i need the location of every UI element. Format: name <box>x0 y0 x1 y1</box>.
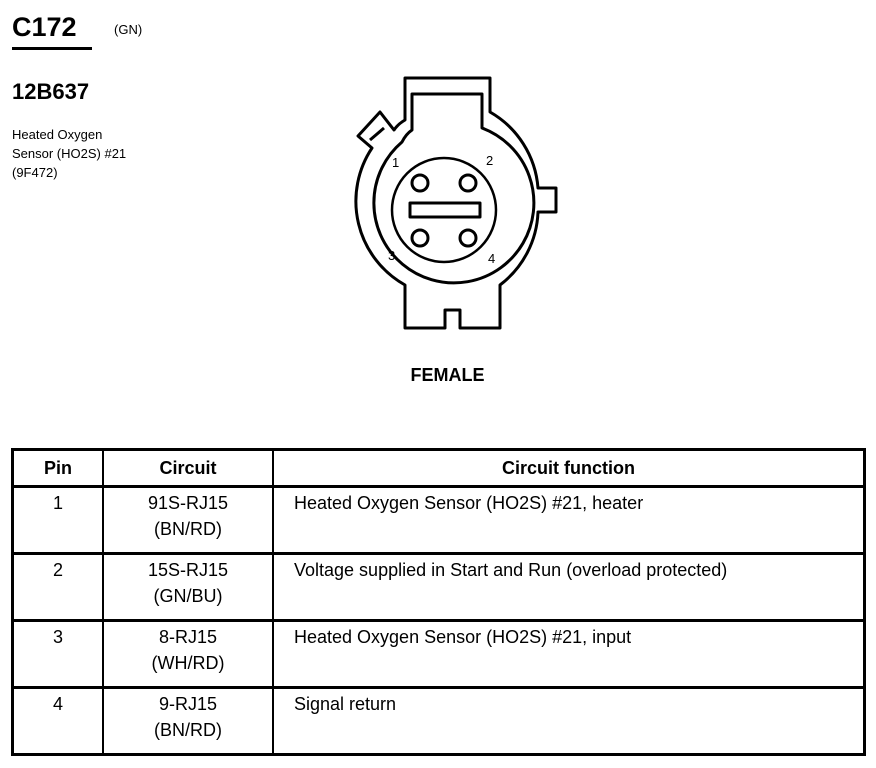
column-header-circuit: Circuit <box>103 450 273 487</box>
connector-face-diagram <box>340 70 570 340</box>
connector-id-underline <box>12 47 92 50</box>
circuit-cell <box>103 554 273 621</box>
connector-color-code: (GN) <box>114 22 143 37</box>
table-row <box>13 688 865 755</box>
pin-cavity-1 <box>412 175 428 191</box>
circuit-id: 9-RJ15 <box>158 694 218 714</box>
circuit-id: 8-RJ15 <box>158 627 218 647</box>
pin-cavity-3 <box>412 230 428 246</box>
wire-color: (WH/RD) <box>151 653 225 673</box>
circuit-id: 15S-RJ15 <box>147 560 229 580</box>
table-row <box>13 621 865 688</box>
circuit-function: Heated Oxygen Sensor (HO2S) #21, heater <box>273 487 865 554</box>
circuit-cell <box>103 621 273 688</box>
circuit-cell <box>103 487 273 554</box>
circuit-id: 91S-RJ15 <box>147 493 229 513</box>
view-label: FEMALE <box>410 365 485 385</box>
column-header-function: Circuit function <box>273 450 865 487</box>
connector-id: C172 <box>12 12 77 42</box>
pin-number: 4 <box>13 688 104 755</box>
circuit-function: Heated Oxygen Sensor (HO2S) #21, input <box>273 621 865 688</box>
pin-number: 2 <box>13 554 104 621</box>
circuit-cell <box>103 688 273 755</box>
table-row <box>13 554 865 621</box>
wire-color: (GN/BU) <box>153 586 223 606</box>
circuit-function: Signal return <box>273 688 865 755</box>
part-number: 12B637 <box>12 79 90 104</box>
pin-cavity-2 <box>460 175 476 191</box>
keyway-slot <box>410 203 480 217</box>
table-row <box>13 487 865 554</box>
pin-cavity-4 <box>460 230 476 246</box>
pin-number: 3 <box>13 621 104 688</box>
description-line: Sensor (HO2S) #21 <box>12 146 127 161</box>
component-description <box>12 125 212 182</box>
pinout-table <box>11 448 866 756</box>
pin-label-1: 1 <box>392 155 400 170</box>
description-line: (9F472) <box>12 165 58 180</box>
table-header-row <box>13 450 865 487</box>
description-line: Heated Oxygen <box>12 127 103 142</box>
circuit-function: Voltage supplied in Start and Run (overload protected) <box>273 554 865 621</box>
wire-color: (BN/RD) <box>154 519 222 539</box>
pin-label-3: 3 <box>388 248 396 263</box>
pin-label-2: 2 <box>486 153 494 168</box>
pin-label-4: 4 <box>488 251 496 266</box>
pin-number: 1 <box>13 487 104 554</box>
wire-color: (BN/RD) <box>154 720 222 740</box>
column-header-pin: Pin <box>13 450 104 487</box>
